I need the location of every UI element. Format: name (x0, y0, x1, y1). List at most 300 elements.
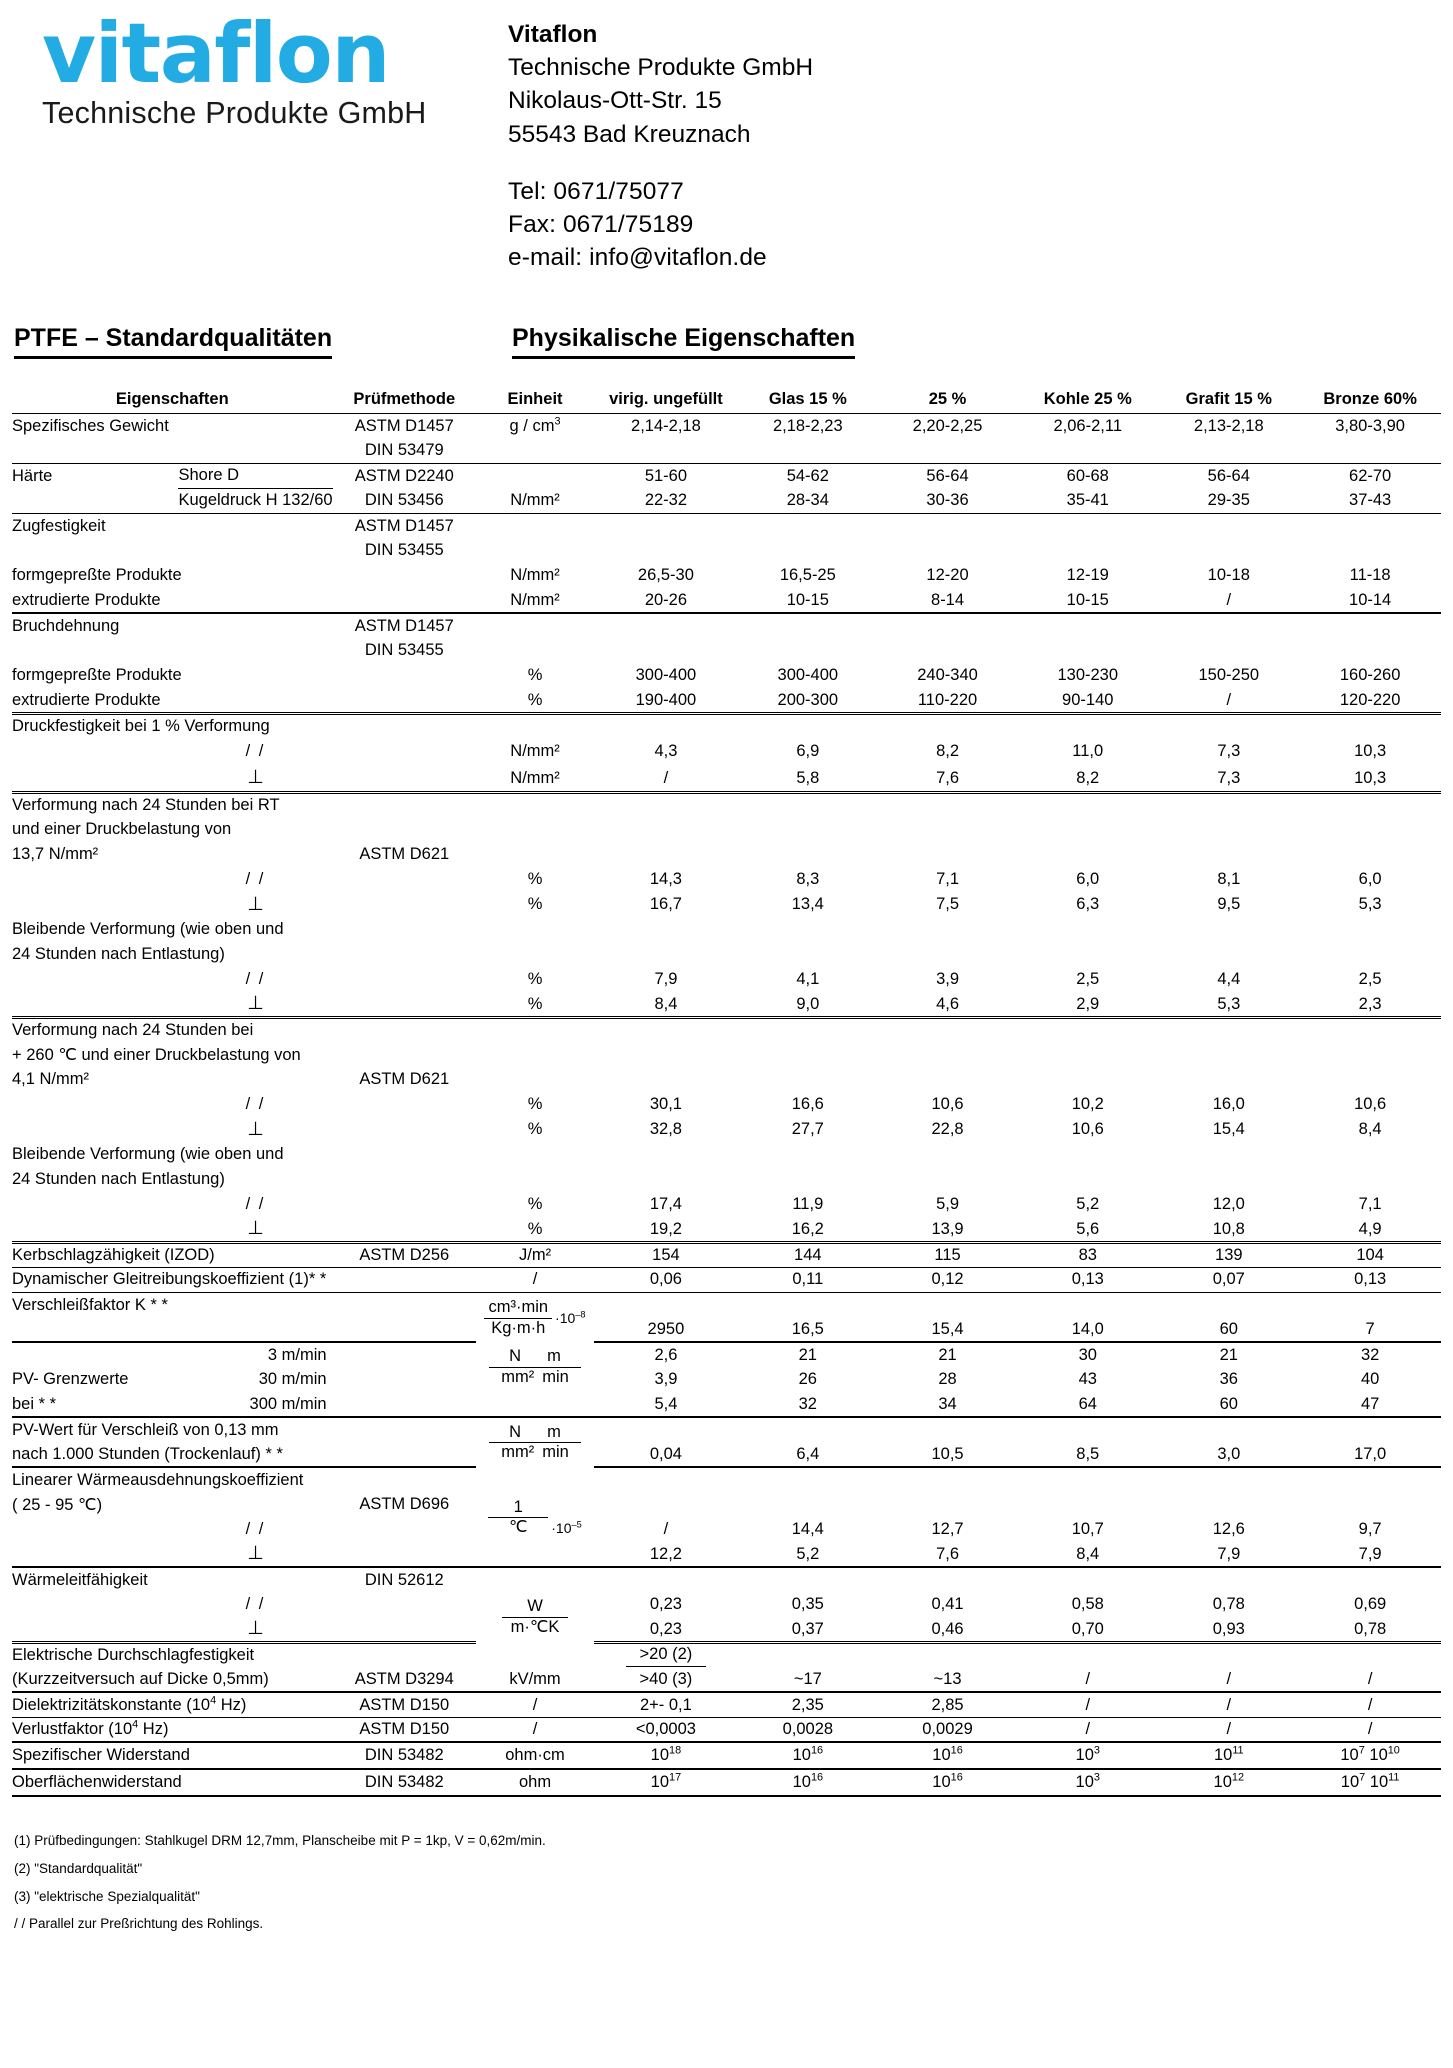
value-cell: 8,2 (936, 742, 959, 761)
row-label-dielektrizitaetskonstante: Dielektrizitätskonstante ($10^4$ Hz) (12, 1692, 333, 1717)
value-durchschlag-2: >40 (3) (594, 1667, 738, 1692)
value-cell: 4,1 (796, 970, 820, 989)
row-label-pv-grenzwerte: PV- Grenzwerte (12, 1370, 129, 1389)
company-line2: Technische Produkte GmbH (508, 54, 814, 82)
header-property: Eigenschaften (12, 388, 333, 413)
value-cell: 0,0029 (878, 1717, 1017, 1742)
row-label-verformung-rt-2: und einer Druckbelastung von (12, 820, 232, 839)
value-cell: 6,9 (796, 742, 820, 761)
row-label-bruchdehnung: Bruchdehnung (12, 616, 120, 635)
value-cell: 21 (1219, 1345, 1238, 1364)
value-durchschlag-1: >20 (2) (594, 1642, 738, 1667)
value-cell: 13,9 (878, 1217, 1017, 1242)
symbol-parallel: / / (245, 870, 266, 889)
value-cell: 16,5 (738, 1317, 878, 1342)
value-cell: / (1158, 1667, 1299, 1692)
value-cell: 0,13 (1299, 1267, 1441, 1292)
value-cell: 7,3 (1217, 742, 1241, 761)
value-cell: 6,0 (1358, 870, 1382, 889)
header-col3: 25 % (878, 388, 1017, 413)
value-cell: 0,46 (878, 1617, 1017, 1642)
company-logo (12, 5, 482, 131)
row-label-gleitreibungskoeffizient: Dynamischer Gleitreibungskoeffizient (1)* * (12, 1267, 476, 1292)
value-cell: 16,0 (1212, 1095, 1245, 1114)
pv-unit-numerator: N m (489, 1348, 581, 1367)
header-method: Prüfmethode (333, 388, 476, 413)
value-cell: 16,5-25 (779, 566, 836, 585)
table-row (12, 588, 1441, 613)
row-label-haerte: Härte (12, 466, 53, 485)
row-label-pvwert-1: PV-Wert für Verschleiß von 0,13 mm (12, 1420, 279, 1439)
method-zugfestigkeit: ASTM D1457 (354, 516, 454, 535)
value-cell: 139 (1158, 1242, 1299, 1267)
table-row (12, 1067, 1441, 1092)
value-cell: 0,70 (1017, 1617, 1158, 1642)
value-cell: 5,8 (738, 765, 878, 792)
value-cell: 6,0 (1076, 870, 1100, 889)
table-row (12, 917, 1441, 942)
value-cell: 200-300 (738, 688, 878, 713)
row-label-pv-bei: bei * * (12, 1392, 178, 1417)
value-cell: $10^{17}$ (594, 1769, 738, 1796)
value-cell: 36 (1219, 1370, 1238, 1389)
value-cell: 12,2 (594, 1542, 738, 1567)
value-cell: 83 (1017, 1242, 1158, 1267)
table-row (12, 792, 1441, 817)
value-cell: 43 (1078, 1370, 1097, 1389)
value-cell: 7,9 (1299, 1542, 1441, 1567)
table-row (12, 1217, 1441, 1242)
method-izod: ASTM D256 (333, 1242, 476, 1267)
header-unit: Einheit (476, 388, 594, 413)
value-cell: 10,5 (878, 1442, 1017, 1467)
row-label-izod: Kerbschlagzähigkeit (IZOD) (12, 1242, 333, 1267)
section-titles (12, 324, 1441, 366)
value-cell: 8,2 (1017, 765, 1158, 792)
table-row (12, 892, 1441, 917)
value-cell: <0,0003 (594, 1717, 738, 1742)
sub-label-pv-3: 3 m/min (267, 1345, 327, 1364)
value-cell: 17,4 (649, 1195, 682, 1214)
value-cell: ~17 (738, 1667, 878, 1692)
symbol-perpendicular: ⊥ (178, 992, 332, 1017)
value-cell: 51-60 (644, 466, 688, 485)
value-cell: 0,23 (649, 1595, 682, 1614)
method-zugfestigkeit-2: DIN 53455 (364, 541, 444, 560)
table-row (12, 413, 1441, 438)
value-cell: 60 (1158, 1317, 1299, 1342)
row-label-druckfestigkeit: Druckfestigkeit bei 1 % Verformung (12, 717, 270, 736)
value-cell: 3,0 (1158, 1442, 1299, 1467)
value-cell: 5,4 (594, 1392, 738, 1417)
value-cell: 40 (1360, 1370, 1380, 1389)
method-verlustfaktor: ASTM D150 (333, 1717, 476, 1742)
value-cell: 10,3 (1299, 765, 1441, 792)
value-cell: 2,3 (1299, 992, 1441, 1017)
table-row (12, 1117, 1441, 1142)
value-cell: 64 (1017, 1392, 1158, 1417)
value-cell: 60 (1158, 1392, 1299, 1417)
value-cell: 90-140 (1017, 688, 1158, 713)
value-cell: / (1299, 1667, 1441, 1692)
value-cell: 26,5-30 (637, 566, 694, 585)
value-cell: 115 (878, 1242, 1017, 1267)
company-street: Nikolaus-Ott-Str. 15 (508, 87, 722, 115)
value-cell: 0,58 (1071, 1595, 1104, 1614)
unit-druck-par: N/mm² (510, 742, 560, 761)
value-cell: 15,4 (878, 1317, 1017, 1342)
row-label-verformung-260-3: 4,1 N/mm² (12, 1070, 90, 1089)
method-bruchdehnung: ASTM D1457 (354, 616, 454, 635)
value-cell: 8,3 (796, 870, 820, 889)
table-row (12, 992, 1441, 1017)
table-row (12, 1592, 1441, 1617)
value-cell: $10^3$ (1017, 1769, 1158, 1796)
value-cell: 30 (1078, 1345, 1097, 1364)
table-row (12, 1492, 1441, 1517)
symbol-parallel: / / (245, 742, 266, 761)
value-cell: 7,9 (1158, 1542, 1299, 1567)
value-cell: 13,4 (791, 895, 824, 914)
table-header-row (12, 388, 1441, 413)
value-cell: / (1017, 1667, 1158, 1692)
table-row (12, 1742, 1441, 1769)
value-cell: 7,1 (936, 870, 959, 889)
value-cell: 12-19 (1066, 566, 1109, 585)
symbol-parallel: / / (245, 1095, 266, 1114)
row-label-bruch-extrudierte: extrudierte Produkte (12, 688, 333, 713)
unit-pvwert: $\frac{\text{N m}}{\text{mm² min}}$ (476, 1417, 594, 1467)
value-cell: 30-36 (878, 488, 1017, 513)
value-cell: 15,4 (1212, 1120, 1245, 1139)
row-label-waermeausdehnung-1: Linearer Wärmeausdehnungskoeffizient (12, 1470, 304, 1489)
value-cell: 20-26 (594, 588, 738, 613)
value-cell: 0,13 (1017, 1267, 1158, 1292)
value-cell: 2,6 (654, 1345, 678, 1364)
value-cell: 16,2 (738, 1217, 878, 1242)
value-cell: 47 (1299, 1392, 1441, 1417)
value-cell: 7,1 (1358, 1195, 1382, 1214)
value-cell: 2,85 (878, 1692, 1017, 1717)
value-cell: $10^{18}$ (594, 1742, 738, 1769)
table-row (12, 1667, 1441, 1692)
table-row (12, 1092, 1441, 1117)
unit-zug-extr: N/mm² (476, 588, 594, 613)
row-label-durchschlag-2: (Kurzzeitversuch auf Dicke 0,5mm) (12, 1667, 333, 1692)
unit-shore-d (476, 463, 594, 488)
unit-kugeldruck: N/mm² (476, 488, 594, 513)
row-label-pvwert-2: nach 1.000 Stunden (Trockenlauf) * * (12, 1442, 476, 1467)
header-col1: virig. ungefüllt (594, 388, 738, 413)
method-bruchdehnung-2: DIN 53455 (364, 641, 444, 660)
row-label-zug-extrudierte: extrudierte Produkte (12, 588, 333, 613)
unit-verschleissfaktor: $\frac{\text{cm³·min}}{Kg\cdot m\cdot h}$ $\cdot 10^{-8}$ (476, 1292, 594, 1342)
table-row (12, 1692, 1441, 1717)
method-verformung-rt: ASTM D621 (359, 845, 450, 864)
company-email: e-mail: info@vitaflon.de (508, 244, 767, 272)
value-cell: 32,8 (649, 1120, 682, 1139)
logo-wordmark: vitaflon (42, 5, 389, 102)
value-cell: 27,7 (791, 1120, 824, 1139)
value-cell: 4,9 (1299, 1217, 1441, 1242)
unit-bruch-extr: % (476, 688, 594, 713)
title-physikalische-eigenschaften: Physikalische Eigenschaften (512, 324, 855, 359)
value-cell: 0,23 (594, 1617, 738, 1642)
value-cell: 0,41 (931, 1595, 964, 1614)
value-cell: 2,9 (1017, 992, 1158, 1017)
value-cell: 17,0 (1299, 1442, 1441, 1467)
value-cell: / (1158, 688, 1299, 713)
table-row (12, 713, 1441, 738)
unit-bruch-form: % (527, 666, 543, 685)
table-row (12, 1392, 1441, 1417)
row-label-zug-formgepresste: formgepreßte Produkte (12, 566, 182, 585)
value-cell: 7,6 (878, 1542, 1017, 1567)
row-label-waermeleitfaehigkeit: Wärmeleitfähigkeit (12, 1570, 148, 1589)
value-cell: 0,12 (878, 1267, 1017, 1292)
value-cell: / (594, 765, 738, 792)
table-row (12, 1192, 1441, 1217)
value-cell: 104 (1299, 1242, 1441, 1267)
value-cell: 8,4 (1017, 1542, 1158, 1567)
value-cell: 190-400 (594, 688, 738, 713)
value-cell: 6,3 (1076, 895, 1100, 914)
value-cell: 0,78 (1212, 1595, 1245, 1614)
value-cell: 110-220 (878, 688, 1017, 713)
value-cell: 7,9 (654, 970, 678, 989)
table-row (12, 967, 1441, 992)
value-cell: 5,6 (1017, 1217, 1158, 1242)
value-cell: 14,3 (649, 870, 682, 889)
value-cell: 4,3 (654, 742, 678, 761)
value-cell: 34 (878, 1392, 1017, 1417)
row-label-spez-gewicht: Spezifisches Gewicht (12, 416, 169, 435)
unit-spez-widerstand: ohm·cm (476, 1742, 594, 1769)
table-row (12, 1317, 1441, 1342)
value-cell: 7 (1299, 1317, 1441, 1342)
table-row (12, 1717, 1441, 1742)
unit-bleib1-par: % (527, 970, 543, 989)
value-cell: 54-62 (786, 466, 829, 485)
value-cell: / (1158, 588, 1299, 613)
footnotes (12, 1827, 1441, 1938)
value-cell: 16,6 (791, 1095, 824, 1114)
value-cell: 12,0 (1212, 1195, 1245, 1214)
unit-gleitreibung: / (476, 1267, 594, 1292)
symbol-perpendicular: ⊥ (178, 1617, 332, 1642)
value-cell: 28 (938, 1370, 957, 1389)
value-cell: 2+- 0,1 (594, 1692, 738, 1717)
value-cell: 0,37 (738, 1617, 878, 1642)
row-label-durchschlag-1: Elektrische Durchschlagfestigkeit (12, 1646, 255, 1665)
value-cell: 154 (594, 1242, 738, 1267)
row-label-bleibende-1b: 24 Stunden nach Entlastung) (12, 945, 225, 964)
value-cell: 29-35 (1158, 488, 1299, 513)
value-cell: 32 (738, 1392, 878, 1417)
value-cell: 0,0028 (738, 1717, 878, 1742)
unit-waermeleitfaehigkeit: $\frac{W}{m\cdot℃K}$ (476, 1592, 594, 1642)
value-cell: / (1158, 1692, 1299, 1717)
value-cell: 10,3 (1354, 742, 1387, 761)
value-cell: 2,5 (1076, 970, 1100, 989)
address-spacer (508, 151, 813, 175)
table-row (12, 463, 1441, 488)
unit-dielektrizitaet: / (476, 1692, 594, 1717)
value-cell: 3,9 (654, 1370, 678, 1389)
company-city: 55543 Bad Kreuznach (508, 120, 751, 148)
value-cell: / (1299, 1717, 1441, 1742)
symbol-perpendicular: ⊥ (178, 1217, 332, 1242)
value-cell: 30,1 (649, 1095, 682, 1114)
company-address (482, 10, 813, 274)
value-cell: 12-20 (926, 566, 969, 585)
header-col2: Glas 15 % (738, 388, 878, 413)
value-cell: / (1017, 1692, 1158, 1717)
table-row (12, 1417, 1441, 1442)
value-cell: $10^{11}$ (1158, 1742, 1299, 1769)
table-row (12, 842, 1441, 867)
symbol-perpendicular: ⊥ (247, 893, 264, 915)
value-cell: 21 (938, 1345, 957, 1364)
unit-verf-260-par: % (527, 1095, 543, 1114)
symbol-perpendicular: ⊥ (247, 1118, 264, 1140)
header-col6: Bronze 60% (1299, 388, 1441, 413)
symbol-perpendicular: ⊥ (178, 1542, 332, 1567)
value-cell: $10^{16}$ (738, 1742, 878, 1769)
value-cell: 11-18 (1349, 566, 1391, 585)
value-cell: $10^3$ (1017, 1742, 1158, 1769)
value-cell: 4,6 (878, 992, 1017, 1017)
value-cell: 160-260 (1339, 666, 1401, 685)
value-cell: 10,6 (1071, 1120, 1104, 1139)
unit-pv-grenzwerte (476, 1342, 594, 1392)
value-cell: 0,07 (1158, 1267, 1299, 1292)
table-row (12, 817, 1441, 842)
table-row (12, 1467, 1441, 1492)
row-label-waermeausdehnung-2: ( 25 - 95 ℃) (12, 1495, 103, 1514)
page-header (12, 0, 1441, 274)
value-cell: 56-64 (926, 466, 969, 485)
value-cell: 10-15 (1017, 588, 1158, 613)
unit-bleib2-perp: % (476, 1217, 594, 1242)
row-label-verformung-rt-1: Verformung nach 24 Stunden bei RT (12, 796, 280, 815)
value-cell: 2,14-2,18 (631, 416, 701, 435)
table-row (12, 488, 1441, 513)
method-verformung-260: ASTM D621 (359, 1070, 450, 1089)
value-cell: 60-68 (1066, 466, 1109, 485)
table-row (12, 1017, 1441, 1042)
unit-verf-rt-perp: % (527, 895, 543, 914)
value-cell: 0,69 (1354, 1595, 1387, 1614)
unit-spez-gewicht: g / $cm^3$ (509, 415, 561, 435)
table-row (12, 438, 1441, 463)
method-shore-d: ASTM D2240 (354, 466, 454, 485)
table-row (12, 1042, 1441, 1067)
pv-unit-denominator: mm² min (501, 1367, 569, 1386)
value-cell: 7,6 (878, 765, 1017, 792)
method-spez-gewicht: ASTM D1457 (354, 416, 454, 435)
row-label-verformung-rt-3: 13,7 N/mm² (12, 845, 99, 864)
value-cell: 5,2 (738, 1542, 878, 1567)
value-cell: 5,3 (1158, 992, 1299, 1017)
company-tel: Tel: 0671/75077 (508, 177, 684, 205)
value-cell: $10^{16}$ (878, 1742, 1017, 1769)
footnote-3: (3) "elektrische Spezialqualität" (14, 1888, 200, 1904)
unit-druck-perp: N/mm² (476, 765, 594, 792)
value-cell: 37-43 (1299, 488, 1441, 513)
row-label-verformung-260-1: Verformung nach 24 Stunden bei (12, 1021, 254, 1040)
value-cell: $10^{16}$ (738, 1769, 878, 1796)
symbol-parallel: / / (245, 1595, 266, 1614)
value-cell: / (1017, 1717, 1158, 1742)
table-row (12, 1167, 1441, 1192)
table-row (12, 1769, 1441, 1796)
table-row (12, 942, 1441, 967)
logo-subtitle: Technische Produkte GmbH (42, 95, 427, 130)
value-cell: ~13 (878, 1667, 1017, 1692)
method-spez-gewicht-2: DIN 53479 (333, 438, 476, 463)
value-cell: 2,06-2,11 (1053, 416, 1122, 435)
company-name: Vitaflon (508, 21, 598, 48)
company-fax: Fax: 0671/75189 (508, 210, 694, 238)
unit-verf-rt-par: % (527, 870, 543, 889)
value-cell: 8-14 (878, 588, 1017, 613)
table-row (12, 1442, 1441, 1467)
value-cell: 3,80-3,90 (1335, 416, 1405, 435)
value-cell: 300-400 (777, 666, 839, 685)
value-cell: 8,1 (1217, 870, 1241, 889)
method-dielektrizitaet: ASTM D150 (333, 1692, 476, 1717)
value-cell: $10^7$ $10^{10}$ (1299, 1742, 1441, 1769)
table-row (12, 1367, 1441, 1392)
value-cell: 10,2 (1071, 1095, 1104, 1114)
value-cell: 9,5 (1217, 895, 1241, 914)
value-cell: 8,4 (1358, 1120, 1382, 1139)
unit-zug-form: N/mm² (510, 566, 560, 585)
value-cell: 0,35 (791, 1595, 824, 1614)
value-cell: 0,78 (1299, 1617, 1441, 1642)
value-cell: 11,0 (1072, 742, 1104, 761)
value-cell: 10-14 (1299, 588, 1441, 613)
value-cell: 14,4 (791, 1520, 824, 1539)
table-row (12, 688, 1441, 713)
unit-bleib1-perp: % (476, 992, 594, 1017)
value-cell: / (663, 1520, 669, 1539)
unit-oberflaechen: ohm (476, 1769, 594, 1796)
footnote-2: (2) "Standardqualität" (14, 1860, 143, 1876)
value-cell: 10-15 (738, 588, 878, 613)
table-row (12, 538, 1441, 563)
row-label-verlustfaktor: Verlustfaktor ($10^4$ Hz) (12, 1717, 333, 1742)
value-cell: 4,4 (1217, 970, 1241, 989)
header-col5: Grafit 15 % (1158, 388, 1299, 413)
unit-bleib2-par: % (527, 1195, 543, 1214)
value-cell: 3,9 (936, 970, 959, 989)
value-cell: 26 (798, 1370, 817, 1389)
value-cell: 22-32 (594, 488, 738, 513)
table-row (12, 1542, 1441, 1567)
value-cell: $10^{16}$ (878, 1769, 1017, 1796)
value-cell: 10,6 (931, 1095, 964, 1114)
value-cell: 9,0 (738, 992, 878, 1017)
value-cell: 19,2 (594, 1217, 738, 1242)
sub-label-shore-d: Shore D (178, 463, 332, 488)
value-cell: 150-250 (1198, 666, 1260, 685)
value-cell: 2950 (594, 1317, 738, 1342)
table-row (12, 1642, 1441, 1667)
value-cell: 10-18 (1207, 566, 1250, 585)
properties-table (12, 388, 1441, 1797)
